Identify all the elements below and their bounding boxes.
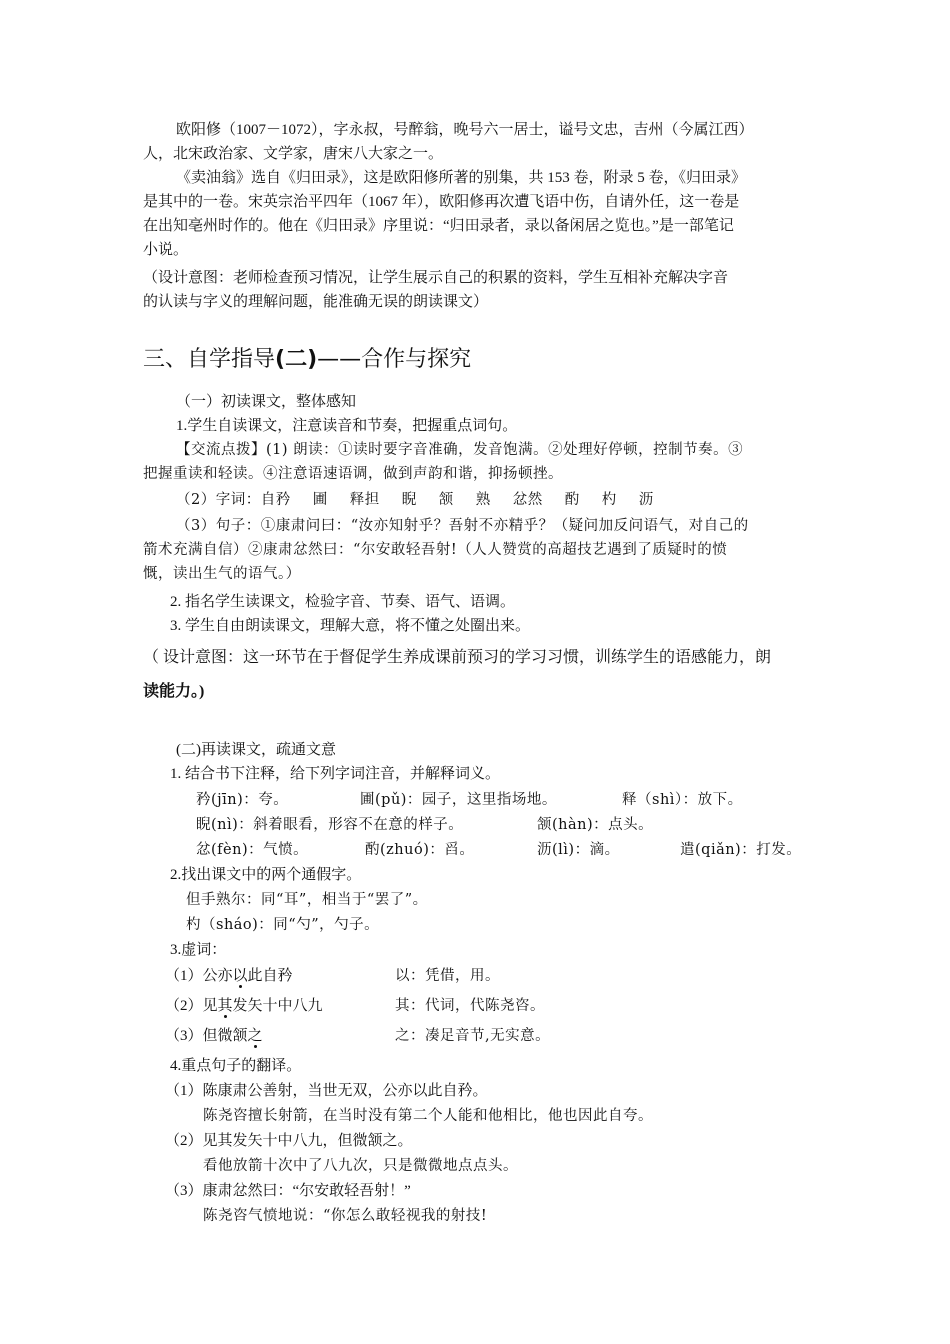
part1-item2: 2. 指名学生读课文，检验字音、节奏、语气、语调。 — [170, 594, 516, 610]
section-heading — [143, 343, 471, 377]
part1-item1: 1.学生自读课文，注意读音和节奏，把握重点词句。 — [176, 418, 518, 434]
intro-p1-line1: 欧阳修（1007－1072），字永叔，号醉翁，晚号六一居士，谥号文忠，吉州（今属江西） — [176, 122, 754, 138]
xuci-row1-dotted-char: 以 — [232, 968, 248, 984]
part2-item2: 2.找出课文中的两个通假字。 — [170, 867, 362, 883]
part1-words — [176, 488, 676, 512]
part1-exchange-line1: 【交流点拨】(1) 朗读：①读时要字音准确，发音饱满。②处理好停顿，控制节奏。③ — [176, 442, 744, 458]
words-label: （2）字词： — [176, 492, 261, 508]
xuci-row3-pre: （3）但微颔 — [165, 1028, 248, 1044]
part1-sentence-line2: 箭术充满自信）②康肃忿然曰：“尔安敢轻吾射!（人人赞赏的高超技艺遇到了质疑时的愤 — [143, 542, 728, 558]
gloss-row1-b: 圃(pǔ)：园子，这里指场地。 — [360, 792, 557, 808]
xuci-row2-post: 发矢十中八九 — [232, 998, 323, 1014]
translation-2-source: （2）见其发矢十中八九，但微颔之。 — [165, 1133, 413, 1149]
part1-item3: 3. 学生自由朗读课文，理解大意，将不懂之处圈出来。 — [170, 618, 531, 634]
translation-3-source: （3）康肃忿然曰：“尔安敢轻吾射！” — [165, 1183, 411, 1199]
xuci-row1-exp: 以：凭借，用。 — [395, 968, 500, 984]
intro-p2-line3: 在出知亳州时作的。他在《归田录》序里说：“归田录者，录以备闲居之览也。”是一部笔记 — [143, 218, 734, 234]
part2-item1: 1. 结合书下注释，给下列字词注音，并解释词义。 — [170, 766, 501, 782]
part1-design-line1: （ 设计意图：这一环节在于督促学生养成课前预习的学习习惯，训练学生的语感能力，朗 — [143, 649, 772, 666]
xuci-row2-pre: （2）见 — [165, 998, 218, 1014]
part1-exchange-line2: 把握重读和轻读。④注意语速语调，做到声韵和谐，抑扬顿挫。 — [143, 466, 563, 482]
section-heading-c: ——合作与探究 — [317, 347, 472, 372]
section-heading-b: (二) — [275, 347, 318, 372]
vocab-word: 忿然 — [512, 492, 543, 508]
vocab-word: 睨 — [401, 492, 417, 508]
intro-design-line2: 的认读与字义的理解问题，能准确无误的朗读课文） — [143, 294, 489, 310]
tongjia-1: 但手熟尔：同“耳”，相当于“罢了”。 — [186, 892, 428, 908]
part2-item3: 3.虚词： — [170, 942, 227, 958]
gloss-row2-b: 颔(hàn)：点头。 — [537, 817, 654, 833]
translation-2-target: 看他放箭十次中了八九次，只是微微地点点头。 — [203, 1158, 518, 1174]
gloss-row3-c: 沥(lì)：滴。 — [537, 842, 620, 858]
gloss-row2-a: 睨(nì)：斜着眼看，形容不在意的样子。 — [196, 817, 464, 833]
part2-heading: (二)再读课文，疏通文意 — [176, 742, 336, 758]
part1-sentence-line3: 慨，读出生气的语气。） — [143, 566, 301, 582]
intro-p2-line1: 《卖油翁》选自《归田录》，这是欧阳修所著的别集，共 153 卷，附录 5 卷，《归田录》 — [176, 170, 747, 186]
intro-p2-line4: 小说。 — [143, 242, 189, 258]
xuci-row2 — [165, 994, 323, 1018]
vocab-word: 沥 — [638, 492, 654, 508]
translation-3-target: 陈尧咨气愤地说：“你怎么敢轻视我的射技! — [203, 1208, 488, 1224]
xuci-row1 — [165, 964, 293, 988]
vocab-word: 释担 — [349, 492, 380, 508]
xuci-row3-exp: 之：凑足音节,无实意。 — [395, 1028, 551, 1044]
vocab-word: 酌 — [564, 492, 580, 508]
gloss-row1-c: 释（shì）：放下。 — [622, 792, 743, 808]
part2-item4: 4.重点句子的翻译。 — [170, 1058, 302, 1074]
translation-1-source: （1）陈康肃公善射，当世无双，公亦以此自矜。 — [165, 1083, 488, 1099]
part1-sentence-line1: （3）句子：①康肃问曰：“汝亦知射乎？吾射不亦精乎？（疑问加反问语气，对自己的 — [176, 518, 749, 534]
words-list — [261, 492, 676, 508]
vocab-word: 熟 — [475, 492, 491, 508]
translation-1-target: 陈尧咨擅长射箭，在当时没有第二个人能和他相比，他也因此自夸。 — [203, 1108, 653, 1124]
vocab-word: 圃 — [312, 492, 328, 508]
xuci-row1-pre: （1）公亦 — [165, 968, 233, 984]
vocab-word: 颔 — [438, 492, 454, 508]
intro-design-line1: （设计意图：老师检查预习情况，让学生展示自己的积累的资料，学生互相补充解决字音 — [143, 270, 729, 286]
xuci-row2-exp: 其：代词，代陈尧咨。 — [395, 998, 545, 1014]
gloss-row1-a: 矜(jīn)：夸。 — [196, 792, 289, 808]
intro-p1-line2: 人，北宋政治家、文学家，唐宋八大家之一。 — [143, 146, 444, 162]
gloss-row3-b: 酌(zhuó)：舀。 — [365, 842, 475, 858]
gloss-row3-a: 忿(fèn)：气愤。 — [196, 842, 309, 858]
vocab-word: 自矜 — [260, 492, 291, 508]
xuci-row1-post: 此自矜 — [247, 968, 293, 984]
vocab-word: 杓 — [601, 492, 617, 508]
tongjia-2: 杓（sháo)：同“勺”，勺子。 — [186, 917, 380, 933]
section-heading-a: 三、自学指导 — [143, 347, 276, 372]
xuci-row3 — [165, 1024, 263, 1048]
xuci-row3-dotted-char: 之 — [247, 1028, 263, 1044]
intro-p2-line2: 是其中的一卷。宋英宗治平四年（1067 年），欧阳修再次遭飞语中伤，自请外任，这一卷是 — [143, 194, 740, 210]
part1-design-line2: 读能力。) — [143, 683, 205, 700]
gloss-row3-d: 遣(qiǎn)：打发。 — [680, 842, 802, 858]
part1-heading: （一）初读课文，整体感知 — [176, 394, 357, 410]
xuci-row2-dotted-char: 其 — [217, 998, 233, 1014]
